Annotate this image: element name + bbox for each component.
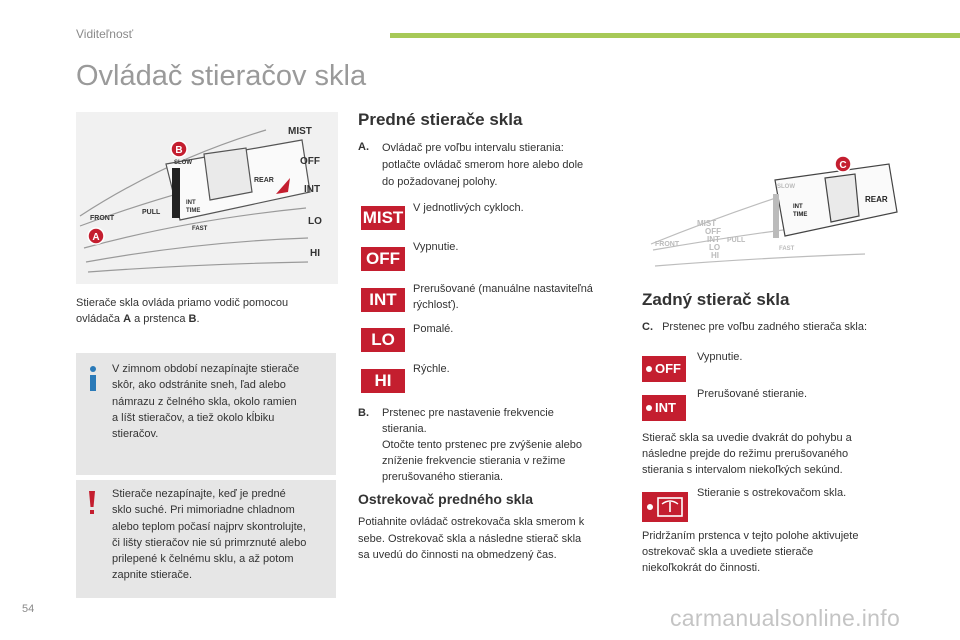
washer-line: Potiahnite ovládač ostrekovača skla smerom k [358,516,585,528]
page-title: Ovládač stieračov skla [76,60,367,92]
front-b-line: stierania. [382,423,427,435]
stalk-label-int-time: INT [186,200,196,206]
rear-off-dot-icon [646,366,652,372]
rear-stalk-label-int-time: INT [793,204,803,210]
hi-description: Rýchle. [413,363,450,375]
rear-washer-badge [642,492,688,522]
rear-hold-text [642,528,912,576]
intro-ref-a: A [123,312,132,325]
front-b-text [382,405,626,437]
warning-box [76,480,336,598]
front-a-description [358,140,618,191]
intro-line-2 [76,312,336,328]
mist-description: V jednotlivých cykloch. [413,202,524,214]
int-description-line: Prerušované (manuálne nastaviteľná [413,283,593,295]
rear-note-line: Stierač skla sa uvedie dvakrát do pohybu a [642,432,852,444]
rear-stalk-label-slow: SLOW [777,184,795,190]
front-bullet-line: prerušovaného stierania. [382,471,504,483]
rear-wiper-stalk-illustration [645,150,907,276]
front-b-description [358,405,626,485]
callout-c [835,156,851,172]
int-badge: INT [361,288,405,312]
warning-line: sklo suché. Pri mimoriadne chladnom [112,504,295,517]
stalk-label-off: OFF [300,156,320,167]
rear-stalk-label-front: FRONT [655,241,680,248]
rear-c-text: Prstenec pre voľbu zadného stierača skla: [662,321,868,333]
washer-line: sa uvedú do činnosti na obmedzený čas. [358,549,557,561]
rear-c-letter: C. [642,321,653,333]
front-wiper-stalk-drawing [76,112,338,284]
stalk-label-lo: LO [308,216,322,227]
rear-hold-line: Pridržaním prstenca v tejto polohe aktivujete [642,530,859,542]
callout-b [171,141,187,157]
page-number: 54 [22,603,35,615]
front-bullet-line: zníženie frekvencie stierania v režime [382,455,566,467]
washer-text [358,514,626,564]
off-description: Vypnutie. [413,241,459,253]
stalk-label-front: FRONT [90,215,115,222]
front-b-line: Prstenec pre nastavenie frekvencie [382,407,554,419]
washer-heading: Ostrekovač predného skla [358,491,534,507]
front-bullet-line: Otočte tento prstenec pre zvýšenie alebo [382,439,582,451]
warning-icon [86,490,98,516]
front-b-letter: B. [358,407,369,419]
intro-line-1: Stierače skla ovláda priamo vodič pomocou [76,297,289,309]
rear-int-badge [642,395,686,421]
rear-stalk-label-fast: FAST [779,246,795,252]
svg-text:B: B [175,145,183,156]
stalk-label-slow: SLOW [174,160,192,166]
intro-text-mid: a prstenca [131,312,189,325]
rear-stalk-label-hi: HI [711,251,719,260]
callout-a [88,228,104,244]
svg-text:A: A [92,232,100,243]
info-line: stieračov. [112,428,159,441]
rear-hold-line: ostrekovač skla a uvediete stierače [642,546,814,558]
lo-description: Pomalé. [413,323,454,335]
front-a-line: potlačte ovládač smerom hore alebo dole [382,159,584,171]
lo-badge: LO [361,328,405,352]
warning-text [112,486,334,584]
info-line: skôr, ako odstránite sneh, ľad alebo [112,379,286,392]
rear-stalk-label-mist: MIST [697,219,717,228]
section-title: Viditeľnosť [76,27,134,41]
front-a-text [382,140,618,191]
rear-stalk-label-rear: REAR [865,195,888,204]
rear-stalk-label-time: TIME [793,212,808,218]
rear-off-badge [642,356,686,382]
rear-c-description [642,320,912,336]
rear-note-line: stierania s intervalom niekoľkých sekúnd. [642,464,843,476]
front-a-line: Ovládač pre voľbu intervalu stierania: [382,142,564,154]
rear-int-dot-icon [646,405,652,411]
front-a-line: do požadovanej polohy. [382,176,498,188]
info-text [112,361,332,442]
int-description-line: rýchlosť). [413,299,459,311]
info-line: námrazu z čelného skla, okolo ramien [112,395,297,408]
warning-line: prilepené k čelnému sklu, a až potom [112,553,294,566]
warning-line: či lišty stieračov nie sú primrznuté alebo [112,536,307,549]
rear-int-badge-label: INT [655,400,676,415]
rear-stalk-label-off: OFF [705,227,721,236]
watermark: carmanualsonline.info [670,605,901,631]
rear-wiper-heading: Zadný stierač skla [642,290,790,309]
rear-note-text [642,430,912,478]
stalk-label-pull: PULL [142,209,161,216]
rear-washer-description: Stieranie s ostrekovačom skla. [697,487,847,499]
warning-line: alebo teplom počasí najprv skontrolujte, [112,520,306,533]
info-line: a líšt stieračov, a tiež okolo kĺbiku [112,411,275,424]
washer-wiper-icon [642,492,688,522]
rear-wiper-stalk-drawing [645,150,907,276]
rear-stalk-label-int: INT [707,235,720,244]
off-badge: OFF [361,247,405,271]
front-a-letter: A. [358,141,369,153]
info-box [76,353,336,475]
rear-note-line: následne prejde do režimu prerušovaného [642,448,849,460]
front-wipers-heading: Predné stierače skla [358,110,523,129]
intro-ref-b: B [188,312,197,325]
intro-text [76,296,336,327]
stalk-label-fast: FAST [192,226,208,232]
rear-off-description: Vypnutie. [697,351,743,363]
rear-stalk-label-pull: PULL [727,237,746,244]
rear-int-description: Prerušované stieranie. [697,388,808,400]
stalk-label-int: INT [304,184,321,195]
hi-badge: HI [361,369,405,393]
header-accent-bar [390,33,960,38]
stalk-label-hi: HI [310,248,320,259]
info-icon [86,365,100,393]
front-bullet-text [382,437,626,485]
stalk-label-rear: REAR [254,177,274,184]
stalk-label-mist: MIST [288,126,312,137]
rear-hold-line: niekoľkokrát do činnosti. [642,562,761,574]
warning-line: zapnite stierače. [112,569,193,582]
mist-badge: MIST [361,206,405,230]
info-line: V zimnom období nezapínajte stierače [112,363,300,375]
svg-text:C: C [839,160,847,171]
washer-line: sebe. Ostrekovač skla a následne stierač skla [358,532,582,545]
warning-line: Stierače nezapínajte, keď je predné [112,488,286,500]
front-wiper-stalk-illustration [76,112,338,284]
intro-text-pre: ovládača [76,312,124,325]
intro-text-end: . [196,312,200,325]
rear-stalk-label-lo: LO [709,243,721,252]
rear-off-badge-label: OFF [655,361,681,376]
int-description [413,281,623,313]
stalk-label-time: TIME [186,208,201,214]
